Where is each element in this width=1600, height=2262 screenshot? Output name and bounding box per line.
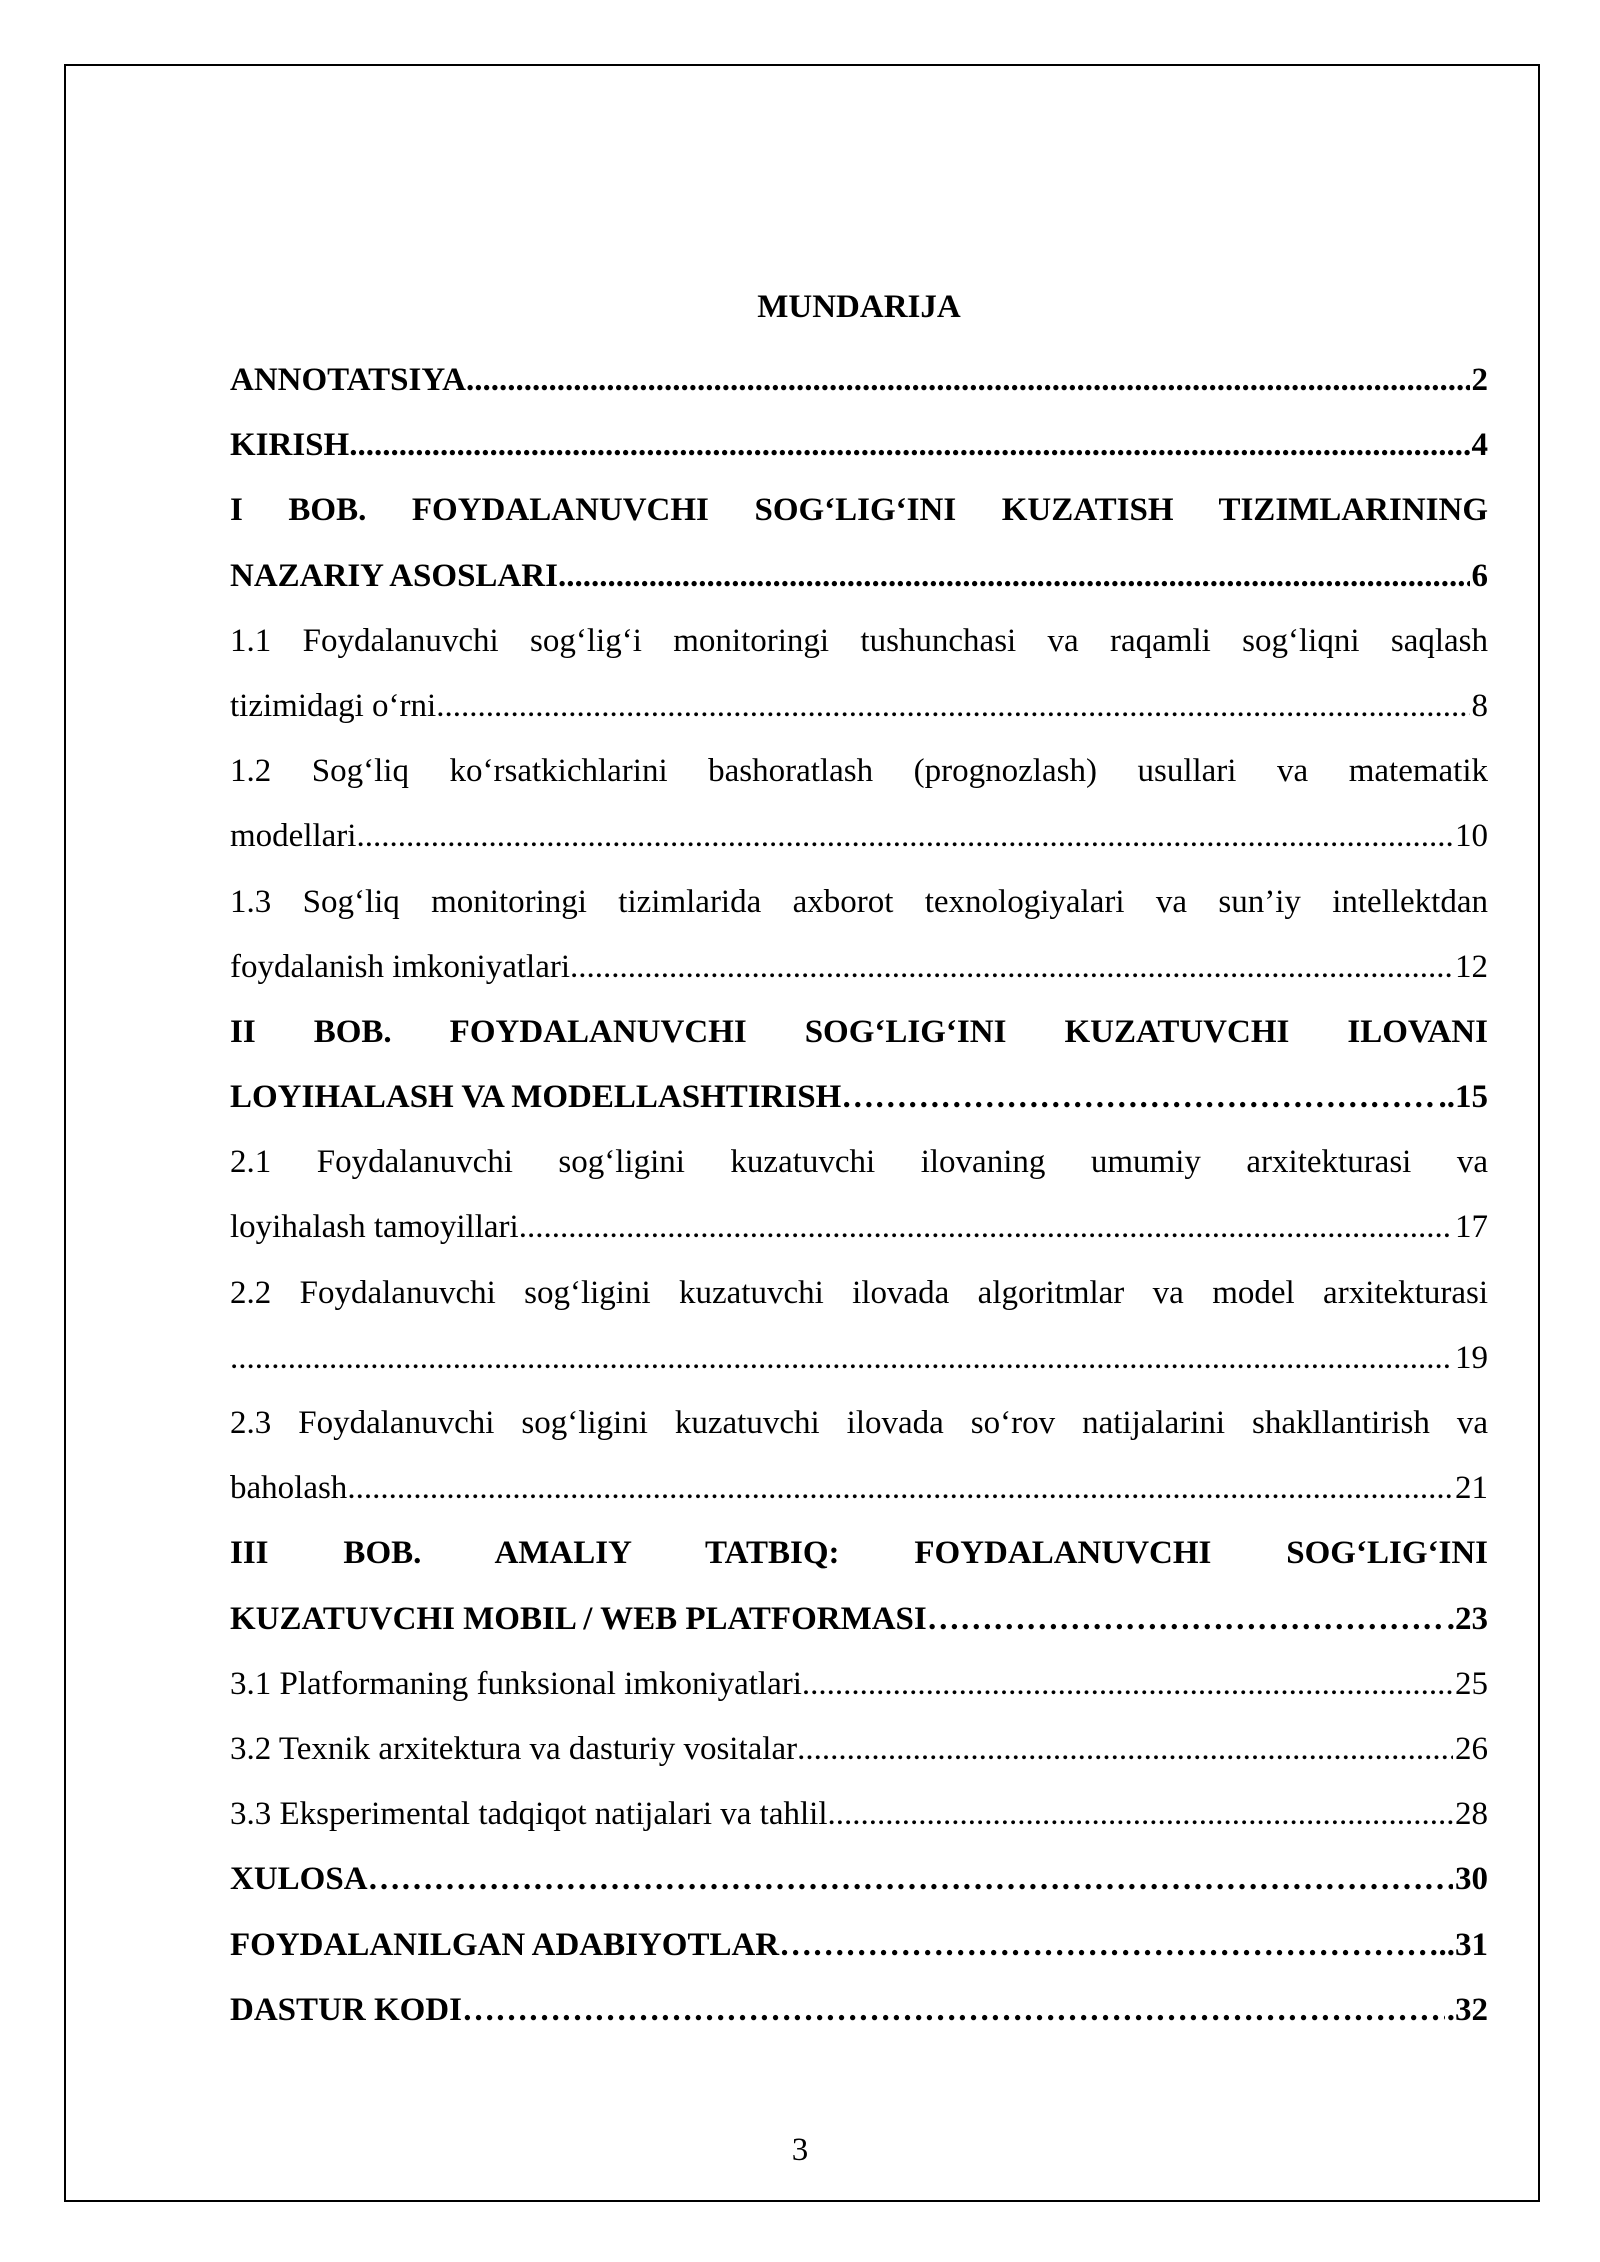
toc-entry-text: 3.2 Texnik arxitektura va dasturiy vositalar: [230, 1730, 798, 1767]
toc-page-number: 6: [1471, 557, 1488, 594]
dot-leader: [927, 1587, 1445, 1652]
toc-page-number: 21: [1455, 1470, 1488, 1507]
toc-page-number: 26: [1455, 1730, 1488, 1767]
dot-leader: [462, 1978, 1445, 2043]
toc-page-number: ..15: [1438, 1079, 1488, 1116]
toc-entry-text: ANNOTATSIYA: [230, 362, 466, 398]
toc-section-3-2[interactable]: [230, 1717, 1488, 1782]
toc-entry-xulosa[interactable]: [230, 1847, 1488, 1912]
toc-entry-text: foydalanish imkoniyatlari: [230, 948, 571, 985]
toc-section-2-3-line1[interactable]: 2.3 Foydalanuvchi sog‘ligini kuzatuvchi ilovada so‘rov natijalarini shakllantirish va: [230, 1405, 1488, 1441]
dot-leader: [466, 348, 1470, 413]
toc-section-1-2-line1[interactable]: 1.2 Sog‘liq ko‘rsatkichlarini bashoratlash (prognozlash) usullari va matematik: [230, 753, 1488, 790]
dot-leader: [802, 1652, 1453, 1717]
toc-entry-text: tizimidagi o‘rni: [230, 687, 437, 724]
toc-section-1-3[interactable]: [230, 935, 1488, 1000]
toc-section-1-1-line1[interactable]: 1.1 Foydalanuvchi sog‘lig‘i monitoringi tushunchasi va raqamli sog‘liqni saqlash: [230, 622, 1488, 659]
toc-section-1-3-line1[interactable]: 1.3 Sog‘liq monitoringi tizimlarida axborot texnologiyalari va sun’iy intellektdan: [230, 883, 1488, 920]
toc-entry-kirish[interactable]: [230, 413, 1488, 478]
toc-page-number: .32: [1446, 1991, 1488, 2028]
toc-entry-text: loyihalash tamoyillari: [230, 1209, 519, 1246]
toc-page-number: .23: [1446, 1600, 1488, 1637]
toc-page-number: 19: [1455, 1339, 1488, 1376]
toc-page-number: 17: [1455, 1209, 1488, 1246]
dot-leader: [349, 413, 1469, 478]
dot-leader: [828, 1782, 1454, 1847]
dot-leader: [519, 1195, 1453, 1260]
toc-page-number: 30: [1455, 1861, 1488, 1898]
toc-title: MUNDARIJA: [757, 289, 961, 325]
toc-section-2-3[interactable]: [230, 1456, 1488, 1521]
toc-page-number: 28: [1455, 1796, 1488, 1833]
toc-chapter-1[interactable]: [230, 544, 1488, 609]
toc-section-3-3[interactable]: [230, 1782, 1488, 1847]
toc-entry-text: 3.3 Eksperimental tadqiqot natijalari va tahlil: [230, 1796, 828, 1833]
toc-chapter-3[interactable]: [230, 1587, 1488, 1652]
toc-page-number: 4: [1471, 427, 1488, 464]
toc-page-number: 12: [1455, 948, 1488, 985]
toc-chapter-2[interactable]: [230, 1065, 1488, 1130]
toc-page-number: 2: [1471, 362, 1488, 398]
toc-section-2-1[interactable]: [230, 1195, 1488, 1260]
toc-entry-text: baholash: [230, 1470, 348, 1507]
toc-entry-annotatsiya[interactable]: [230, 348, 1488, 413]
toc-page-number: 25: [1455, 1665, 1488, 1702]
toc-chapter-3-line1[interactable]: III BOB. AMALIY TATBIQ: FOYDALANUVCHI SOG‘LIG‘INI: [230, 1535, 1488, 1572]
dot-leader: [558, 544, 1470, 609]
toc-chapter-1-line1[interactable]: I BOB. FOYDALANUVCHI SOG‘LIG‘INI KUZATISH TIZIMLARINING: [230, 492, 1488, 529]
dot-leader: [436, 674, 1469, 739]
dot-leader: [230, 1326, 1453, 1391]
toc-section-1-1[interactable]: [230, 674, 1488, 739]
toc-entry-text: NAZARIY ASOSLARI: [230, 557, 558, 594]
toc-page-number: 10: [1455, 818, 1488, 855]
toc-entry-text: XULOSA: [230, 1861, 368, 1898]
toc-section-2-2-line1[interactable]: 2.2 Foydalanuvchi sog‘ligini kuzatuvchi ilovada algoritmlar va model arxitekturasi: [230, 1274, 1488, 1311]
dot-leader: [797, 1717, 1453, 1782]
toc-entry-text: modellari: [230, 818, 357, 855]
toc-entry-dastur-kodi[interactable]: [230, 1978, 1488, 2043]
toc-page-number: 8: [1471, 687, 1488, 724]
toc-entry-text: DASTUR KODI: [230, 1991, 462, 2028]
toc-entry-text: 3.1 Platformaning funksional imkoniyatlari: [230, 1665, 802, 1702]
toc-page-number: ..31: [1438, 1926, 1488, 1963]
table-of-contents: [230, 282, 1488, 2043]
toc-section-1-2[interactable]: [230, 804, 1488, 869]
toc-entry-adabiyotlar[interactable]: [230, 1913, 1488, 1978]
toc-entry-text: LOYIHALASH VA MODELLASHTIRISH: [230, 1079, 842, 1116]
toc-section-2-1-line1[interactable]: 2.1 Foydalanuvchi sog‘ligini kuzatuvchi ilovaning umumiy arxitekturasi va: [230, 1144, 1488, 1181]
dot-leader: [779, 1913, 1436, 1978]
dot-leader: [841, 1065, 1436, 1130]
toc-entry-text: KUZATUVCHI MOBIL / WEB PLATFORMASI: [230, 1600, 927, 1637]
dot-leader: [356, 804, 1453, 869]
dot-leader: [570, 935, 1453, 1000]
dot-leader: [347, 1456, 1453, 1521]
toc-section-3-1[interactable]: [230, 1652, 1488, 1717]
page-number: 3: [791, 2132, 809, 2168]
dot-leader: [368, 1847, 1453, 1912]
toc-section-2-2[interactable]: [230, 1326, 1488, 1391]
toc-entry-text: FOYDALANILGAN ADABIYOTLAR: [230, 1926, 780, 1963]
toc-entry-text: KIRISH: [230, 427, 350, 464]
toc-chapter-2-line1[interactable]: II BOB. FOYDALANUVCHI SOG‘LIG‘INI KUZATUVCHI ILOVANI: [230, 1013, 1488, 1050]
